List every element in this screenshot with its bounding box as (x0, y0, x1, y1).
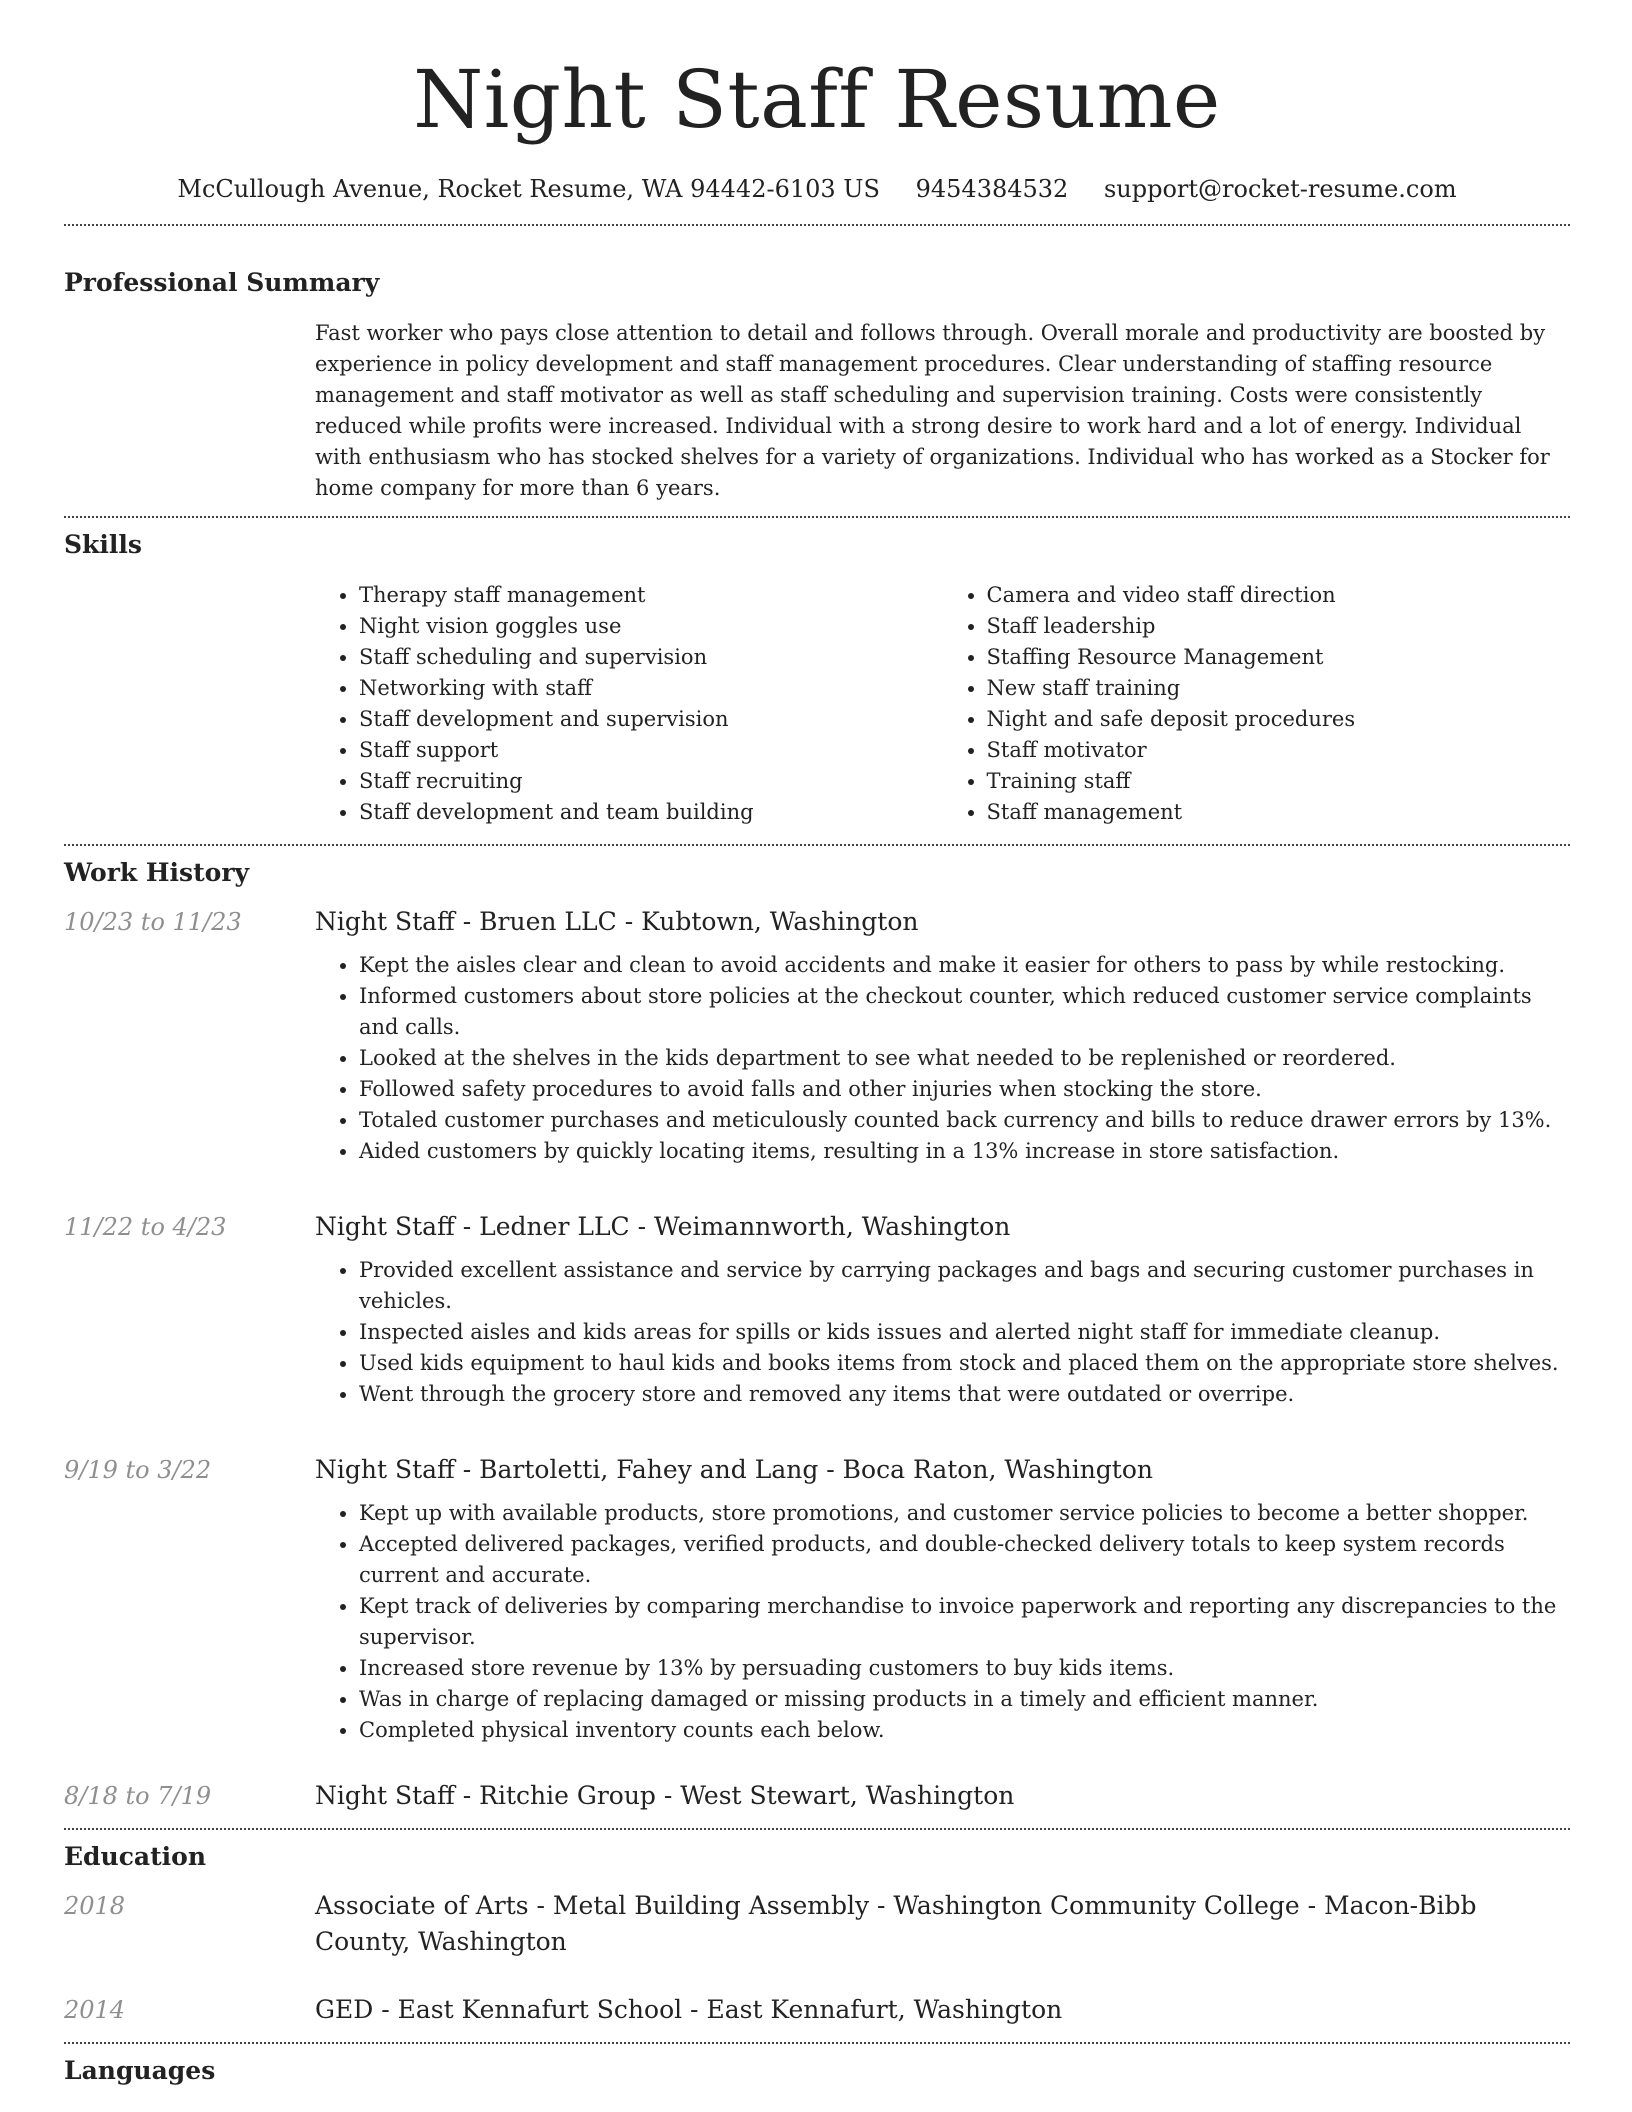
skill-item: • Night vision goggles use (359, 611, 943, 642)
job-bullet: • Kept the aisles clear and clean to avoid accidents and make it easier for others to pass by while restocking. (359, 950, 1570, 981)
job-entry (64, 1778, 1570, 1814)
skill-item: • Staff development and team building (359, 797, 943, 828)
job-entry (64, 1209, 1570, 1410)
job-title: Night Staff - Bruen LLC - Kubtown, Washington (315, 907, 919, 936)
education-heading: Education (64, 1842, 207, 1871)
summary-heading: Professional Summary (64, 268, 380, 297)
job-dates: 10/23 to 11/23 (64, 908, 242, 936)
job-bullets (315, 1498, 1570, 1746)
job-bullet: • Accepted delivered packages, verified products, and double-checked delivery totals to keep system records current and accurate. (359, 1529, 1570, 1591)
skills-section (64, 518, 1570, 828)
skill-item: • Staff support (359, 735, 943, 766)
education-year: 2014 (64, 1996, 126, 2024)
job-entry (64, 1452, 1570, 1746)
languages-section (64, 2044, 1570, 2088)
job-bullet: • Went through the grocery store and removed any items that were outdated or overripe. (359, 1379, 1570, 1410)
skill-item: • Networking with staff (359, 673, 943, 704)
job-dates: 8/18 to 7/19 (64, 1782, 212, 1810)
skill-item: • Therapy staff management (359, 580, 943, 611)
education-year: 2018 (64, 1892, 126, 1920)
job-bullet: • Totaled customer purchases and meticulously counted back currency and bills to reduce drawer errors by 13%. (359, 1105, 1570, 1136)
job-bullet: • Kept up with available products, store promotions, and customer service policies to become a better shopper. (359, 1498, 1570, 1529)
education-title: Associate of Arts - Metal Building Assembly - Washington Community College - Macon-Bibb County, Washington (315, 1891, 1477, 1956)
contact-line (64, 172, 1570, 206)
skill-item: • Training staff (987, 766, 1571, 797)
job-bullet: • Completed physical inventory counts each below. (359, 1715, 1570, 1746)
work-section (64, 846, 1570, 1814)
skill-item: • Camera and video staff direction (987, 580, 1571, 611)
resume-page (64, 0, 1570, 2088)
job-bullet: • Used kids equipment to haul kids and books items from stock and placed them on the appropriate store shelves. (359, 1348, 1570, 1379)
job-bullets (315, 950, 1570, 1167)
job-dates: 11/22 to 4/23 (64, 1213, 227, 1241)
job-entry (64, 904, 1570, 1167)
skills-heading: Skills (64, 530, 142, 559)
education-entry (64, 1888, 1570, 1960)
job-title: Night Staff - Ledner LLC - Weimannworth, Washington (315, 1212, 1011, 1241)
skills-list-left (315, 580, 943, 828)
skills-list-right (943, 580, 1571, 828)
education-section (64, 1830, 1570, 2028)
job-bullet: • Was in charge of replacing damaged or missing products in a timely and efficient manner. (359, 1684, 1570, 1715)
education-entry (64, 1992, 1570, 2028)
job-bullet: • Kept track of deliveries by comparing merchandise to invoice paperwork and reporting any discrepancies to the supervisor. (359, 1591, 1570, 1653)
skill-item: • New staff training (987, 673, 1571, 704)
job-bullets (315, 1255, 1570, 1410)
job-bullet: • Informed customers about store policies at the checkout counter, which reduced customer service complaints and calls. (359, 981, 1570, 1043)
job-bullet: • Followed safety procedures to avoid falls and other injuries when stocking the store. (359, 1074, 1570, 1105)
skill-item: • Night and safe deposit procedures (987, 704, 1571, 735)
contact-phone: 9454384532 (915, 175, 1069, 203)
job-bullet: • Increased store revenue by 13% by persuading customers to buy kids items. (359, 1653, 1570, 1684)
job-title: Night Staff - Bartoletti, Fahey and Lang - Boca Raton, Washington (315, 1455, 1154, 1484)
job-bullet: • Aided customers by quickly locating items, resulting in a 13% increase in store satisfaction. (359, 1136, 1570, 1167)
job-bullet: • Looked at the shelves in the kids department to see what needed to be replenished or reordered. (359, 1043, 1570, 1074)
languages-heading: Languages (64, 2056, 216, 2085)
skill-item: • Staff management (987, 797, 1571, 828)
skill-item: • Staffing Resource Management (987, 642, 1571, 673)
contact-address: McCullough Avenue, Rocket Resume, WA 94442-6103 US (177, 175, 880, 203)
job-dates: 9/19 to 3/22 (64, 1456, 212, 1484)
skill-item: • Staff leadership (987, 611, 1571, 642)
skill-item: • Staff scheduling and supervision (359, 642, 943, 673)
summary-text: Fast worker who pays close attention to detail and follows through. Overall morale and productivity are boosted by experience in policy development and staff management procedures. Clear understanding of staffing resource management and staff motivator as well as staff scheduling and supervision training. Costs were consistently reduced while profits were increased. Individual with a strong desire to work hard and a lot of energy. Individual with enthusiasm who has stocked shelves for a variety of organizations. Individual who has worked as a Stocker for home company for more than 6 years. (315, 321, 1550, 500)
job-bullet: • Provided excellent assistance and service by carrying packages and bags and securing customer purchases in vehicles. (359, 1255, 1570, 1317)
summary-section (64, 226, 1570, 504)
contact-email: support@rocket-resume.com (1103, 175, 1457, 203)
education-title: GED - East Kennafurt School - East Kennafurt, Washington (315, 1995, 1063, 2024)
skill-item: • Staff recruiting (359, 766, 943, 797)
job-bullet: • Inspected aisles and kids areas for spills or kids issues and alerted night staff for immediate cleanup. (359, 1317, 1570, 1348)
skill-item: • Staff development and supervision (359, 704, 943, 735)
job-title: Night Staff - Ritchie Group - West Stewart, Washington (315, 1781, 1015, 1810)
skill-item: • Staff motivator (987, 735, 1571, 766)
resume-title: Night Staff Resume (413, 53, 1221, 146)
work-heading: Work History (64, 858, 250, 887)
